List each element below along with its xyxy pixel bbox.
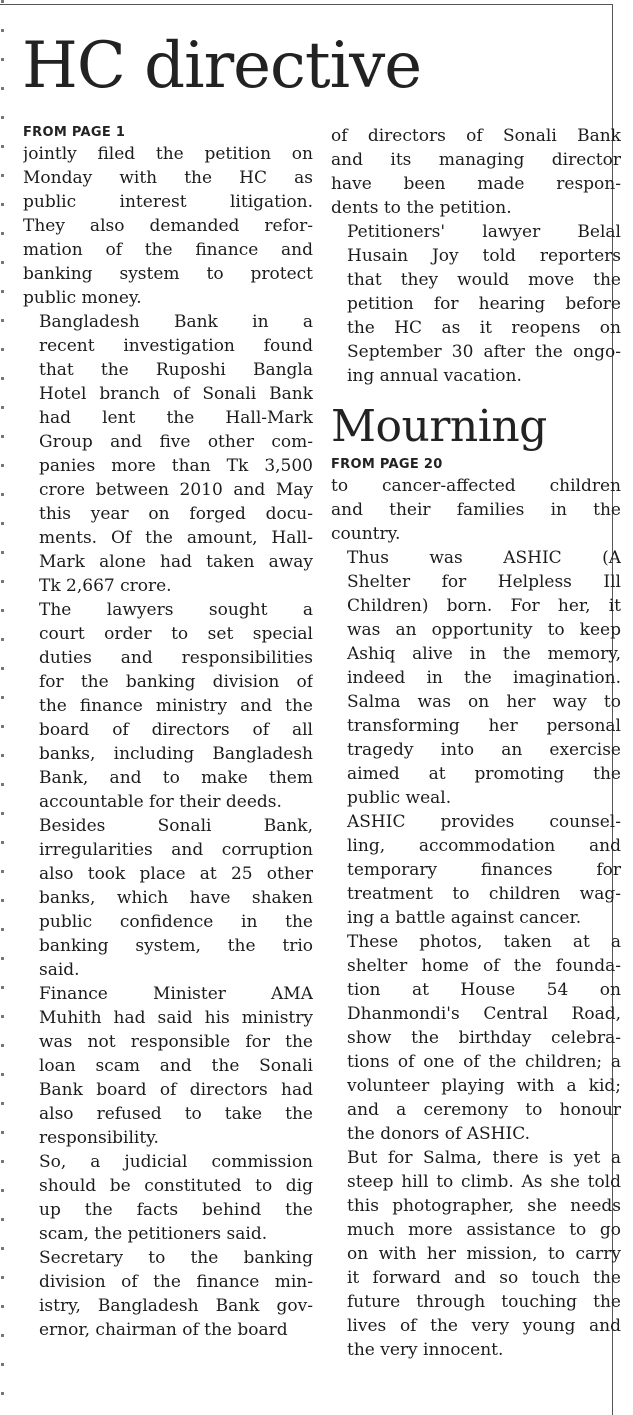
text-line: So, a judicial commission bbox=[39, 1152, 313, 1172]
text-line: also refused to take the bbox=[39, 1104, 313, 1124]
text-line: that they would move the bbox=[347, 270, 621, 290]
text-line: aimed at promoting the bbox=[347, 764, 621, 784]
text-line: Bank board of directors had bbox=[39, 1080, 313, 1100]
text-line: temporary finances for bbox=[347, 860, 621, 880]
text-line: banks, including Bangladesh bbox=[39, 744, 313, 764]
text-line: division of the finance min- bbox=[39, 1272, 313, 1292]
text-line: public interest litigation. bbox=[23, 192, 313, 212]
text-line: ments. Of the amount, Hall- bbox=[39, 528, 313, 548]
text-line: dents to the petition. bbox=[331, 198, 512, 218]
text-line: show the birthday celebra- bbox=[347, 1028, 621, 1048]
text-line: Children) born. For her, it bbox=[347, 596, 621, 616]
text-line: steep hill to climb. As she told bbox=[347, 1172, 621, 1192]
headline: HC directive bbox=[22, 29, 422, 103]
text-line: accountable for their deeds. bbox=[39, 792, 282, 812]
text-line: Besides Sonali Bank, bbox=[39, 816, 313, 836]
text-line: jointly filed the petition on bbox=[23, 144, 313, 164]
text-line: Monday with the HC as bbox=[23, 168, 313, 188]
text-line: it forward and so touch the bbox=[347, 1268, 621, 1288]
paragraph bbox=[331, 930, 621, 1146]
text-line: much more assistance to go bbox=[347, 1220, 621, 1240]
page-edge-dots bbox=[1, 0, 4, 1415]
text-line: indeed in the imagination. bbox=[347, 668, 621, 688]
text-line: for the banking division of bbox=[39, 672, 313, 692]
text-line: irregularities and corruption bbox=[39, 840, 313, 860]
text-line: transforming her personal bbox=[347, 716, 621, 736]
paragraph bbox=[23, 142, 313, 310]
text-line: Shelter for Helpless Ill bbox=[347, 572, 621, 592]
text-line: public weal. bbox=[347, 788, 452, 808]
text-line: the donors of ASHIC. bbox=[347, 1124, 530, 1144]
text-line: had lent the Hall-Mark bbox=[39, 408, 313, 428]
paragraph bbox=[23, 310, 313, 598]
right-continued-paragraphs bbox=[331, 124, 621, 388]
subheadline: Mourning bbox=[331, 401, 547, 452]
text-line: Group and five other com- bbox=[39, 432, 313, 452]
text-line: board of directors of all bbox=[39, 720, 313, 740]
text-line: Tk 2,667 crore. bbox=[39, 576, 172, 596]
right-column bbox=[331, 124, 621, 1362]
right-paragraphs bbox=[331, 474, 621, 1362]
text-line: Petitioners' lawyer Belal bbox=[347, 222, 621, 242]
text-line: Secretary to the banking bbox=[39, 1248, 313, 1268]
text-line: ASHIC provides counsel- bbox=[347, 812, 621, 832]
text-line: have been made respon- bbox=[331, 174, 621, 194]
text-line: the very innocent. bbox=[347, 1340, 504, 1360]
text-line: banking system, the trio bbox=[39, 936, 313, 956]
text-line: Bangladesh Bank in a bbox=[39, 312, 313, 332]
text-line: banks, which have shaken bbox=[39, 888, 313, 908]
text-line: petition for hearing before bbox=[347, 294, 621, 314]
text-line: court order to set special bbox=[39, 624, 313, 644]
text-line: the finance ministry and the bbox=[39, 696, 313, 716]
text-line: mation of the finance and bbox=[23, 240, 313, 260]
text-line: The lawyers sought a bbox=[39, 600, 313, 620]
paragraph bbox=[331, 220, 621, 388]
text-line: Bank, and to make them bbox=[39, 768, 313, 788]
text-line: ing annual vacation. bbox=[347, 366, 522, 386]
text-line: Dhanmondi's Central Road, bbox=[347, 1004, 621, 1024]
text-line: Finance Minister AMA bbox=[39, 984, 313, 1004]
text-line: the HC as it reopens on bbox=[347, 318, 621, 338]
text-line: recent investigation found bbox=[39, 336, 313, 356]
top-rule bbox=[0, 4, 612, 5]
text-line: to cancer-affected children bbox=[331, 476, 621, 496]
text-line: panies more than Tk 3,500 bbox=[39, 456, 313, 476]
paragraph bbox=[23, 814, 313, 982]
left-paragraphs bbox=[23, 142, 313, 1342]
text-line: and their families in the bbox=[331, 500, 621, 520]
left-column bbox=[23, 124, 313, 1342]
text-line: Thus was ASHIC (A bbox=[347, 548, 621, 568]
paragraph bbox=[23, 982, 313, 1150]
paragraph bbox=[331, 546, 621, 810]
text-line: Salma was on her way to bbox=[347, 692, 621, 712]
paragraph bbox=[331, 474, 621, 546]
text-line: These photos, taken at a bbox=[347, 932, 621, 952]
text-line: on with her mission, to carry bbox=[347, 1244, 621, 1264]
text-line: istry, Bangladesh Bank gov- bbox=[39, 1296, 313, 1316]
text-line: this year on forged docu- bbox=[39, 504, 313, 524]
text-line: should be constituted to dig bbox=[39, 1176, 313, 1196]
text-line: and a ceremony to honour bbox=[347, 1100, 621, 1120]
text-line: also took place at 25 other bbox=[39, 864, 313, 884]
from-page-1-label: FROM PAGE 1 bbox=[23, 125, 126, 140]
text-line: public confidence in the bbox=[39, 912, 313, 932]
text-line: treatment to children wag- bbox=[347, 884, 621, 904]
text-line: and its managing director bbox=[331, 150, 621, 170]
text-line: that the Ruposhi Bangla bbox=[39, 360, 313, 380]
text-line: of directors of Sonali Bank bbox=[331, 126, 621, 146]
paragraph bbox=[331, 810, 621, 930]
text-line: ing a battle against cancer. bbox=[347, 908, 582, 928]
text-line: Muhith had said his ministry bbox=[39, 1008, 313, 1028]
text-line: future through touching the bbox=[347, 1292, 621, 1312]
text-line: Hotel branch of Sonali Bank bbox=[39, 384, 313, 404]
text-line: loan scam and the Sonali bbox=[39, 1056, 313, 1076]
text-line: ling, accommodation and bbox=[347, 836, 621, 856]
paragraph bbox=[23, 1150, 313, 1246]
text-line: Ashiq alive in the memory, bbox=[347, 644, 621, 664]
text-line: this photographer, she needs bbox=[347, 1196, 621, 1216]
text-line: was not responsible for the bbox=[39, 1032, 313, 1052]
text-line: tions of one of the children; a bbox=[347, 1052, 621, 1072]
text-line: duties and responsibilities bbox=[39, 648, 313, 668]
text-line: public money. bbox=[23, 288, 142, 308]
text-line: volunteer playing with a kid; bbox=[347, 1076, 621, 1096]
text-line: ernor, chairman of the board bbox=[39, 1320, 288, 1340]
text-line: September 30 after the ongo- bbox=[347, 342, 621, 362]
text-line: Mark alone had taken away bbox=[39, 552, 313, 572]
text-line: tion at House 54 on bbox=[347, 980, 621, 1000]
text-line: said. bbox=[39, 960, 80, 980]
text-line: country. bbox=[331, 524, 401, 544]
text-line: lives of the very young and bbox=[347, 1316, 621, 1336]
text-line: up the facts behind the bbox=[39, 1200, 313, 1220]
from-page-20-label: FROM PAGE 20 bbox=[331, 457, 443, 472]
text-line: tragedy into an exercise bbox=[347, 740, 621, 760]
paragraph bbox=[23, 598, 313, 814]
text-line: responsibility. bbox=[39, 1128, 159, 1148]
text-line: shelter home of the founda- bbox=[347, 956, 621, 976]
text-line: scam, the petitioners said. bbox=[39, 1224, 268, 1244]
text-line: banking system to protect bbox=[23, 264, 313, 284]
paragraph bbox=[331, 1146, 621, 1362]
text-line: But for Salma, there is yet a bbox=[347, 1148, 621, 1168]
text-line: crore between 2010 and May bbox=[39, 480, 313, 500]
paragraph bbox=[23, 1246, 313, 1342]
text-line: They also demanded refor- bbox=[23, 216, 313, 236]
text-line: Husain Joy told reporters bbox=[347, 246, 621, 266]
text-line: was an opportunity to keep bbox=[347, 620, 621, 640]
paragraph bbox=[331, 124, 621, 220]
